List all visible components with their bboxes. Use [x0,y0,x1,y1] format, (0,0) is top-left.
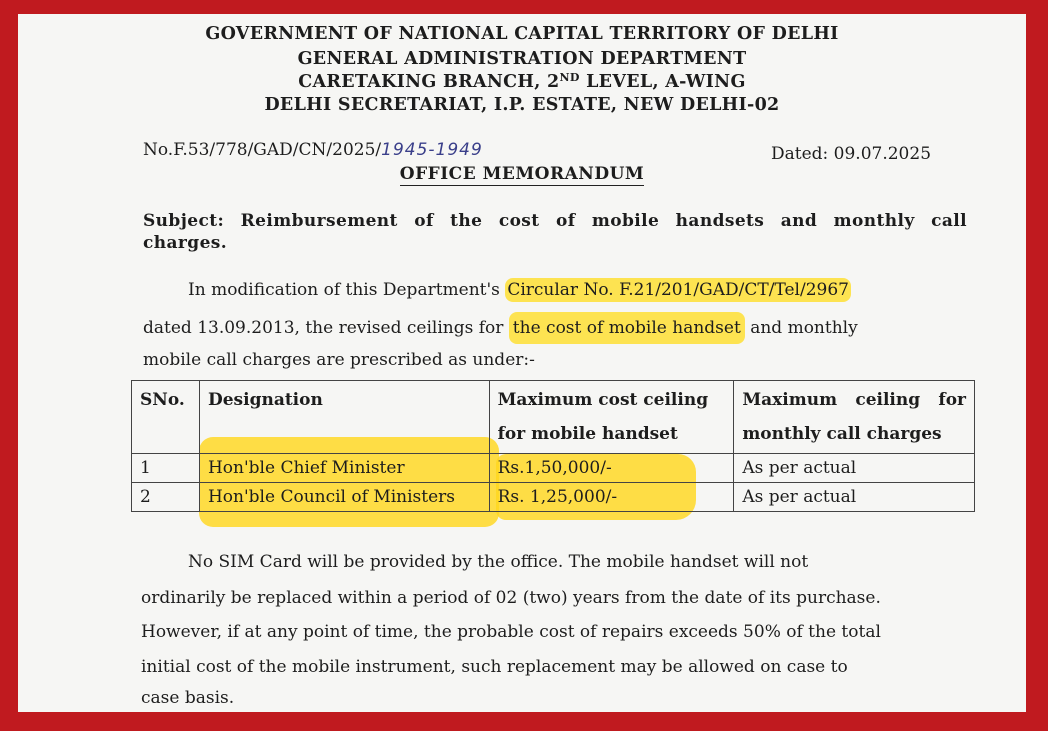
para2-line-2: ordinarily be replaced within a period of 02 (two) years from the date of its purchase. [141,588,881,608]
header-line-4: DELHI SECRETARIAT, I.P. ESTATE, NEW DELHI-02 [264,95,780,115]
header-designation: Designation [199,381,489,454]
date: Dated: 09.07.2025 [771,144,932,164]
document-page [18,14,1026,712]
cell-call: As per actual [734,454,975,483]
handwritten-dispatch-number: 1945-1949 [381,140,483,160]
para2-line-4: initial cost of the mobile instrument, such replacement may be allowed on case to [141,657,848,677]
file-number: No.F.53/778/GAD/CN/2025/1945-1949 [143,140,483,160]
subject: Subject: Reimbursement of the cost of mobile handsets and monthly call charges. [143,211,967,253]
cell-call: As per actual [734,483,975,512]
header-line-3: CARETAKING BRANCH, 2ND LEVEL, A-WING [298,71,746,92]
memo-title: OFFICE MEMORANDUM [399,164,645,184]
cell-cost: Rs. 1,25,000/- [489,483,734,512]
para1-line-1: In modification of this Department's Circular No. F.21/201/GAD/CT/Tel/2967 [188,280,849,300]
cell-designation: Hon'ble Council of Ministers [199,483,489,512]
table-row [132,483,975,512]
cell-cost: Rs.1,50,000/- [489,454,734,483]
para2-line-1: No SIM Card will be provided by the office. The mobile handset will not [188,552,809,572]
para2-line-5: case basis. [141,688,235,708]
table-header-row [132,381,975,454]
header-call: Maximum ceiling for monthly call charges [734,381,975,454]
para1-line-3: mobile call charges are prescribed as under:- [143,350,535,370]
header-line-1: GOVERNMENT OF NATIONAL CAPITAL TERRITORY OF DELHI [205,24,839,44]
para2-line-3: However, if at any point of time, the probable cost of repairs exceeds 50% of the total [141,622,881,642]
header-sno: SNo. [132,381,200,454]
cell-sno: 1 [132,454,200,483]
cell-designation: Hon'ble Chief Minister [199,454,489,483]
header-line-2: GENERAL ADMINISTRATION DEPARTMENT [297,49,747,69]
table-row [132,454,975,483]
cell-sno: 2 [132,483,200,512]
header-cost: Maximum cost ceiling for mobile handset [489,381,734,454]
highlight-handset-cost: the cost of mobile handset [509,312,745,344]
highlight-circular: Circular No. F.21/201/GAD/CT/Tel/2967 [507,280,849,300]
para1-line-2: dated 13.09.2013, the revised ceilings for the cost of mobile handset and monthly [143,318,858,338]
ceiling-table [131,380,975,512]
